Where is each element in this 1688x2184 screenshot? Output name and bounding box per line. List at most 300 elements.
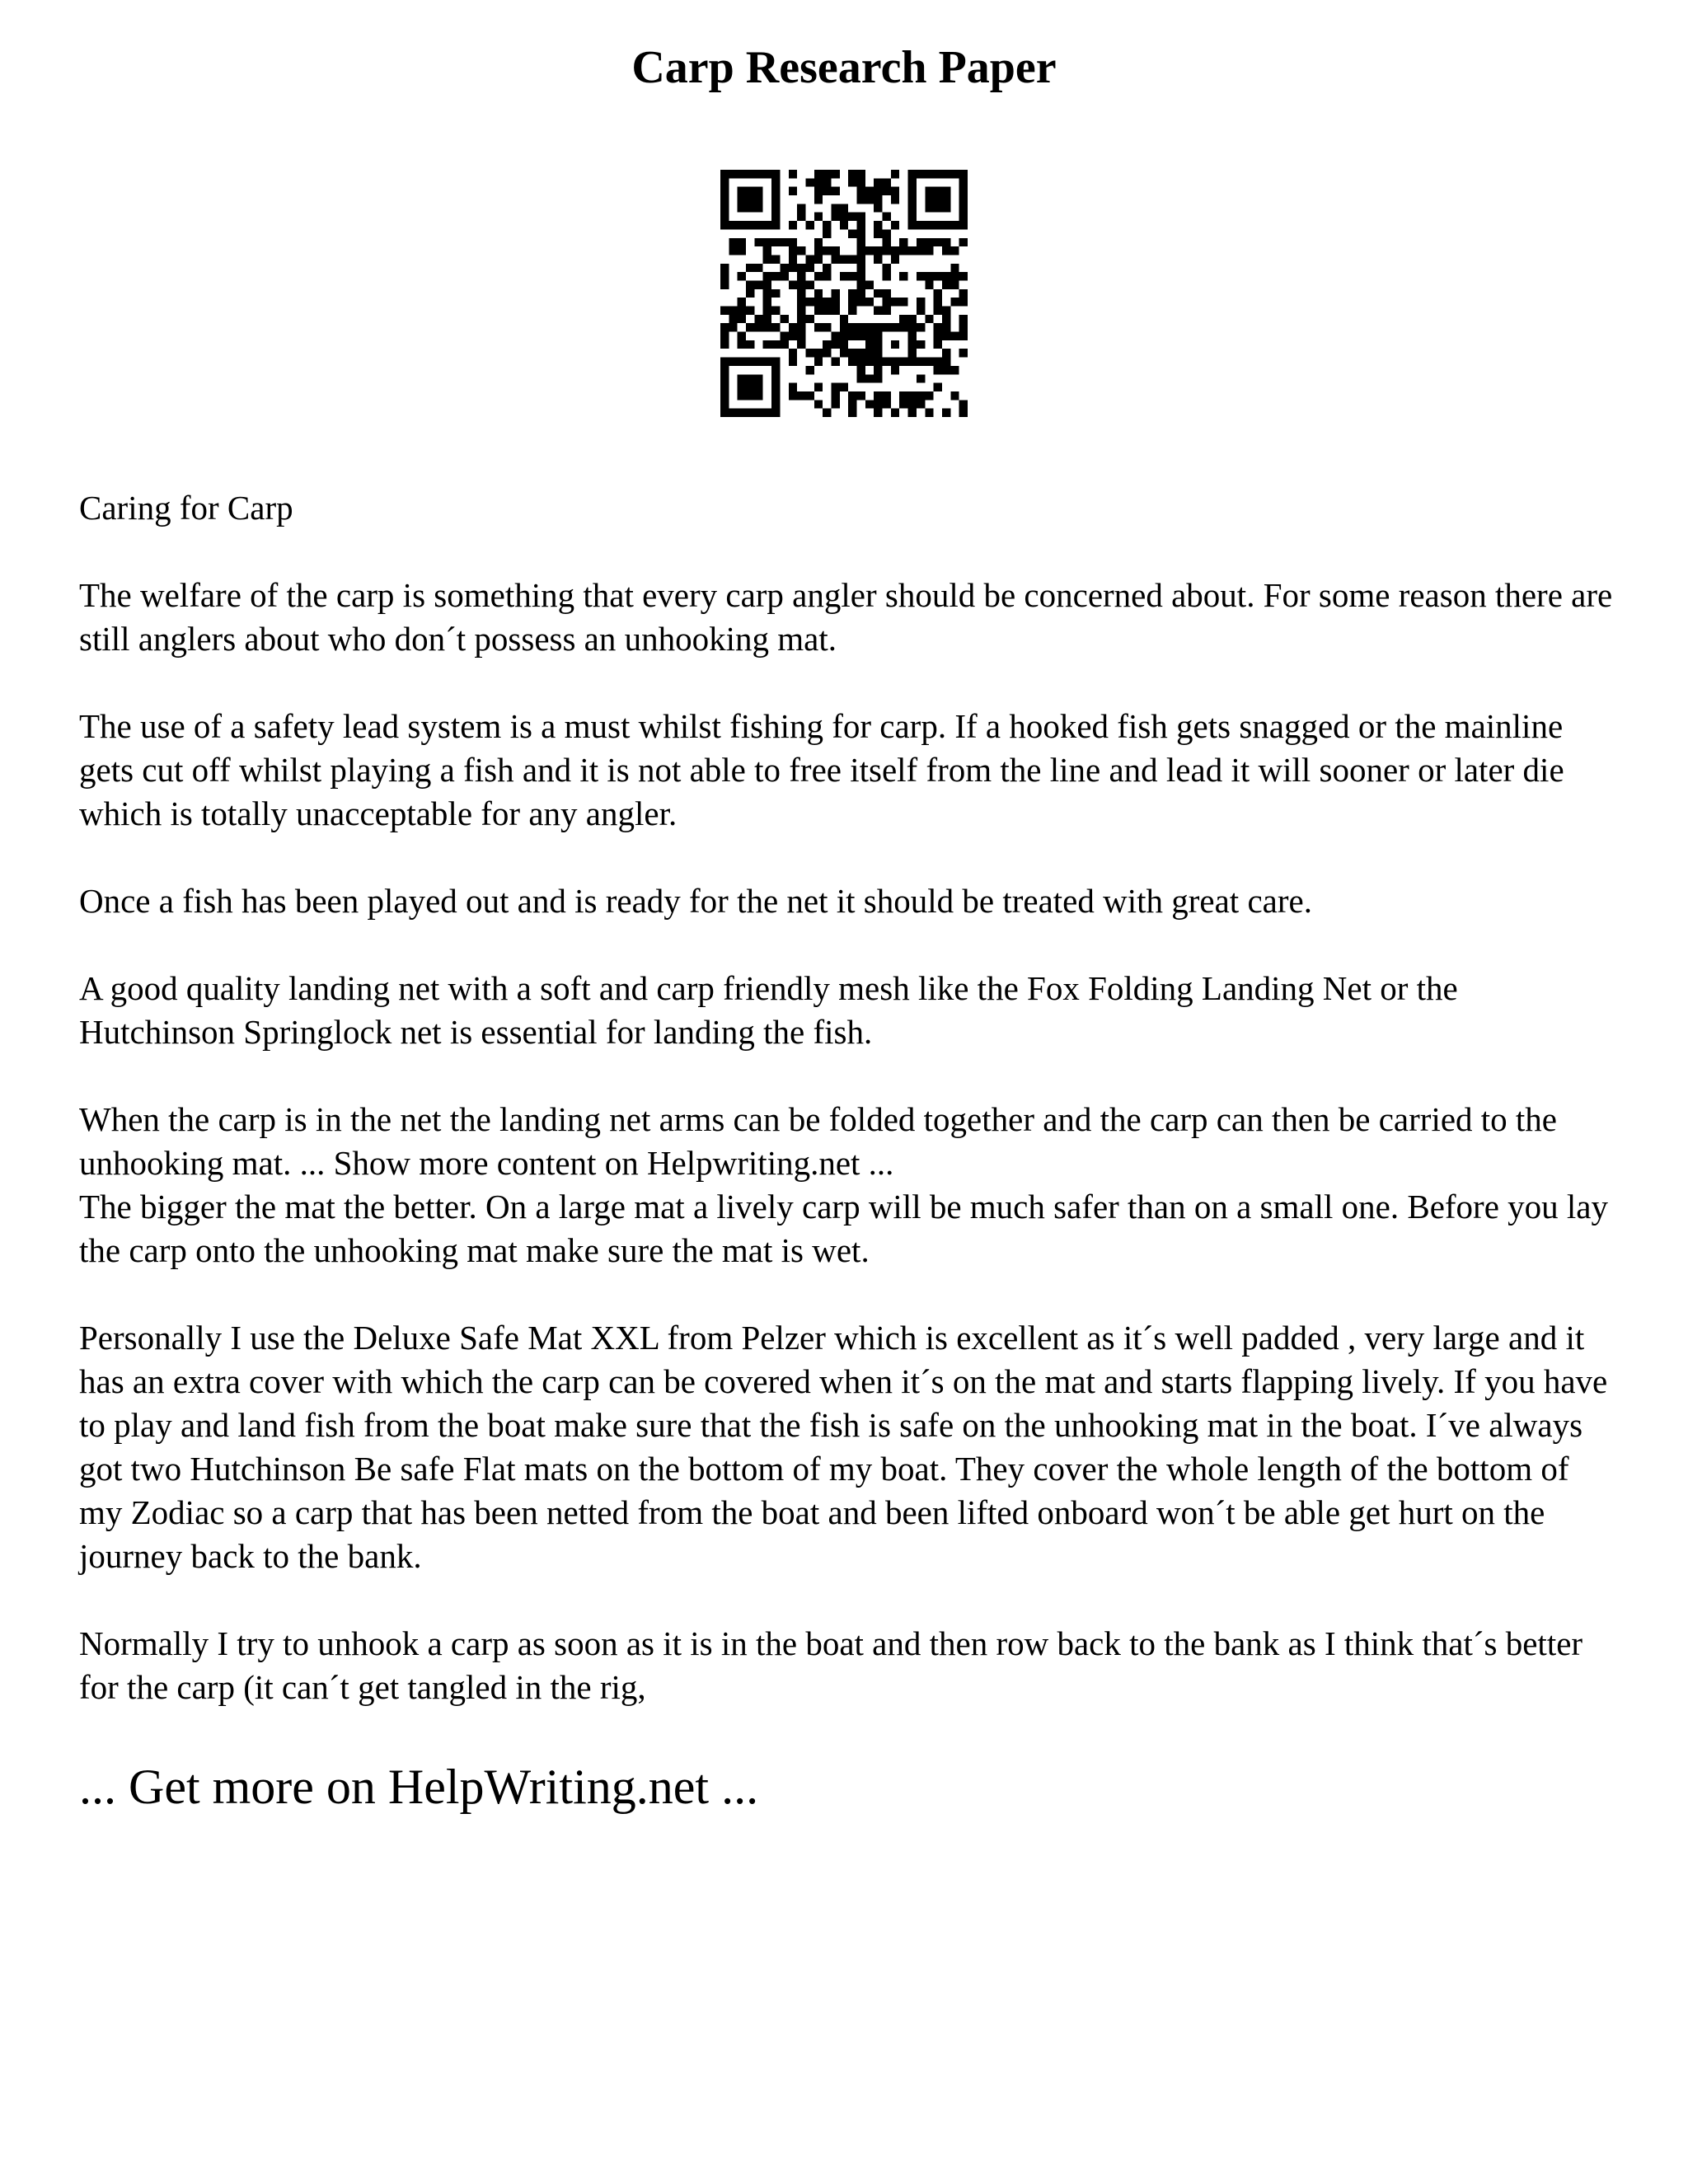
qr-module (925, 195, 933, 204)
qr-module (754, 221, 762, 229)
qr-module (865, 323, 874, 331)
qr-module (814, 307, 823, 315)
qr-module (823, 178, 831, 186)
qr-module (950, 170, 959, 178)
qr-module (874, 229, 882, 237)
qr-module (891, 195, 899, 204)
qr-module (959, 409, 968, 417)
qr-module (891, 246, 899, 255)
qr-module (771, 391, 780, 400)
qr-module (857, 213, 865, 221)
qr-module (899, 272, 907, 280)
qr-module (874, 400, 882, 408)
qr-module (771, 272, 780, 280)
qr-module (754, 391, 762, 400)
paragraph-welfare: The welfare of the carp is something that every carp angler should be concerned about. For some reason there are still anglers about who don´t possess an unhooking mat. (79, 576, 1613, 658)
qr-module (925, 272, 933, 280)
qr-module (899, 400, 907, 408)
qr-module (738, 358, 746, 366)
qr-module (908, 332, 917, 340)
qr-module (729, 221, 737, 229)
qr-module (959, 213, 968, 221)
qr-module (959, 298, 968, 306)
document-body (79, 486, 1620, 1753)
qr-module (942, 315, 950, 323)
qr-module (917, 272, 925, 280)
qr-module (959, 238, 968, 246)
qr-module (934, 289, 942, 298)
qr-module (763, 272, 771, 280)
qr-module (738, 238, 746, 246)
qr-module (797, 204, 805, 212)
qr-module (754, 323, 762, 331)
qr-module (814, 289, 823, 298)
qr-module (789, 238, 797, 246)
qr-module (720, 170, 729, 178)
qr-module (950, 391, 959, 400)
qr-module (908, 246, 917, 255)
qr-module (763, 170, 771, 178)
qr-module (865, 298, 874, 306)
qr-module (840, 204, 848, 212)
qr-module (771, 221, 780, 229)
qr-module (831, 340, 839, 349)
qr-module (891, 366, 899, 374)
qr-module (917, 298, 925, 306)
qr-module (754, 383, 762, 391)
qr-module (883, 272, 891, 280)
qr-module (934, 170, 942, 178)
qr-module (814, 178, 823, 186)
qr-module (857, 246, 865, 255)
qr-module (848, 400, 856, 408)
qr-module (857, 391, 865, 400)
qr-module (797, 246, 805, 255)
qr-module (805, 349, 814, 357)
qr-module (814, 213, 823, 221)
qr-module (746, 280, 754, 288)
qr-module (908, 170, 917, 178)
qr-module (823, 340, 831, 349)
qr-module (729, 409, 737, 417)
qr-code (720, 170, 968, 417)
qr-module (848, 332, 856, 340)
qr-module (899, 323, 907, 331)
qr-module (746, 383, 754, 391)
qr-module (857, 298, 865, 306)
qr-module (780, 340, 788, 349)
qr-module (729, 246, 737, 255)
qr-module (925, 358, 933, 366)
qr-module (865, 400, 874, 408)
qr-module (874, 366, 882, 374)
qr-module (959, 332, 968, 340)
qr-module (942, 307, 950, 315)
qr-module (917, 170, 925, 178)
qr-module (797, 340, 805, 349)
qr-module (771, 238, 780, 246)
qr-module (763, 315, 771, 323)
qr-module (874, 332, 882, 340)
qr-module (738, 383, 746, 391)
qr-module (797, 213, 805, 221)
qr-module (917, 238, 925, 246)
qr-module (746, 391, 754, 400)
qr-module (771, 195, 780, 204)
qr-module (883, 246, 891, 255)
qr-module (789, 170, 797, 178)
qr-module (840, 332, 848, 340)
qr-module (789, 221, 797, 229)
qr-module (848, 391, 856, 400)
qr-module (934, 358, 942, 366)
qr-module (942, 246, 950, 255)
get-more-link[interactable]: ... Get more on HelpWriting.net ... (79, 1760, 759, 1814)
qr-module (797, 332, 805, 340)
qr-module (848, 289, 856, 298)
qr-module (738, 204, 746, 212)
qr-module (908, 409, 917, 417)
qr-module (857, 178, 865, 186)
qr-module (771, 358, 780, 366)
qr-module (865, 246, 874, 255)
qr-module (959, 289, 968, 298)
qr-module (950, 246, 959, 255)
qr-module (814, 238, 823, 246)
qr-module (754, 195, 762, 204)
qr-module (780, 264, 788, 272)
qr-module (874, 349, 882, 357)
qr-module (908, 340, 917, 349)
qr-module (805, 366, 814, 374)
qr-module (823, 409, 831, 417)
qr-module (738, 170, 746, 178)
qr-module (831, 213, 839, 221)
qr-code-graphic (720, 170, 968, 417)
qr-module (917, 374, 925, 382)
qr-module (883, 213, 891, 221)
qr-module (754, 264, 762, 272)
qr-module (720, 366, 729, 374)
qr-module (754, 374, 762, 382)
page-title: Carp Research Paper (631, 42, 1057, 93)
qr-module (720, 323, 729, 331)
paragraph-safety-lead: The use of a safety lead system is a must whilst fishing for carp. If a hooked fish gets snagged or the mainline gets cut off whilst playing a fish and it is not able to free itself from the line and lead it will sooner or later die which is totally unacceptable for any angler. (79, 707, 1564, 832)
qr-module (789, 391, 797, 400)
section-heading: Caring for Carp (79, 489, 293, 527)
qr-module (840, 340, 848, 349)
qr-module (823, 187, 831, 195)
qr-module (908, 221, 917, 229)
qr-module (942, 323, 950, 331)
qr-module (934, 323, 942, 331)
qr-module (763, 358, 771, 366)
qr-module (874, 187, 882, 195)
qr-module (934, 221, 942, 229)
qr-module (814, 358, 823, 366)
qr-module (763, 323, 771, 331)
qr-module (763, 255, 771, 263)
qr-module (908, 204, 917, 212)
qr-module (746, 409, 754, 417)
qr-module (720, 213, 729, 221)
qr-module (840, 255, 848, 263)
qr-module (789, 358, 797, 366)
qr-module (865, 340, 874, 349)
qr-module (891, 409, 899, 417)
qr-module (763, 246, 771, 255)
qr-module (950, 221, 959, 229)
qr-module (942, 221, 950, 229)
qr-module (738, 221, 746, 229)
qr-module (797, 315, 805, 323)
qr-module (959, 187, 968, 195)
qr-module (771, 366, 780, 374)
qr-module (746, 340, 754, 349)
qr-module (950, 272, 959, 280)
qr-module (814, 323, 823, 331)
qr-module (934, 238, 942, 246)
qr-module (754, 315, 762, 323)
qr-module (865, 195, 874, 204)
qr-module (746, 170, 754, 178)
qr-module (857, 332, 865, 340)
qr-module (797, 272, 805, 280)
qr-module (917, 307, 925, 315)
qr-module (763, 238, 771, 246)
qr-module (891, 221, 899, 229)
qr-module (848, 409, 856, 417)
qr-module (720, 374, 729, 382)
qr-module (857, 272, 865, 280)
qr-module (729, 323, 737, 331)
qr-module (857, 229, 865, 237)
qr-module (874, 246, 882, 255)
qr-module (797, 298, 805, 306)
qr-module (857, 323, 865, 331)
qr-module (814, 195, 823, 204)
qr-module (908, 323, 917, 331)
qr-module (874, 221, 882, 229)
qr-module (738, 298, 746, 306)
qr-module (738, 340, 746, 349)
qr-module (771, 409, 780, 417)
qr-module (925, 246, 933, 255)
qr-module (789, 187, 797, 195)
qr-module (857, 374, 865, 382)
qr-module (959, 221, 968, 229)
qr-module (942, 358, 950, 366)
qr-module (899, 315, 907, 323)
qr-module (917, 323, 925, 331)
qr-module (738, 315, 746, 323)
qr-module (840, 221, 848, 229)
qr-module (891, 323, 899, 331)
qr-module (823, 221, 831, 229)
qr-module (763, 409, 771, 417)
qr-module (823, 298, 831, 306)
qr-module (720, 221, 729, 229)
qr-module (917, 400, 925, 408)
qr-module (874, 289, 882, 298)
qr-module (754, 409, 762, 417)
qr-module (720, 204, 729, 212)
qr-module (874, 340, 882, 349)
qr-module (883, 229, 891, 237)
qr-module (831, 307, 839, 315)
qr-module (746, 264, 754, 272)
qr-module (823, 307, 831, 315)
paragraph-unhook-in-boat: Normally I try to unhook a carp as soon as it is in the boat and then row back to the bank as I think that´s better for the carp (it can´t get tangled in the rig, (79, 1624, 1583, 1706)
qr-module (729, 307, 737, 315)
qr-module (925, 204, 933, 212)
qr-module (865, 332, 874, 340)
qr-module (720, 358, 729, 366)
qr-module (746, 307, 754, 315)
qr-module (891, 340, 899, 349)
qr-module (738, 272, 746, 280)
qr-module (857, 289, 865, 298)
qr-module (746, 204, 754, 212)
qr-module (814, 170, 823, 178)
qr-module (814, 400, 823, 408)
qr-module (925, 391, 933, 400)
qr-module (720, 391, 729, 400)
qr-module (950, 298, 959, 306)
qr-module (746, 323, 754, 331)
qr-module (942, 238, 950, 246)
qr-module (771, 255, 780, 263)
qr-module (738, 374, 746, 382)
qr-module (908, 315, 917, 323)
qr-module (942, 170, 950, 178)
qr-module (883, 187, 891, 195)
qr-module (763, 298, 771, 306)
qr-module (789, 332, 797, 340)
qr-module (917, 358, 925, 366)
qr-module (840, 323, 848, 331)
qr-module (797, 289, 805, 298)
qr-module (874, 195, 882, 204)
qr-module (840, 315, 848, 323)
qr-module (865, 358, 874, 366)
qr-module (831, 246, 839, 255)
qr-module (891, 298, 899, 306)
qr-module (789, 349, 797, 357)
qr-module (959, 272, 968, 280)
qr-module (959, 349, 968, 357)
qr-module (805, 315, 814, 323)
qr-module (942, 204, 950, 212)
qr-module (797, 323, 805, 331)
qr-module (959, 170, 968, 178)
qr-module (874, 323, 882, 331)
qr-module (746, 374, 754, 382)
qr-module (720, 409, 729, 417)
qr-module (934, 298, 942, 306)
qr-module (771, 289, 780, 298)
qr-module (763, 307, 771, 315)
qr-module (848, 178, 856, 186)
paragraph-landing-net: A good quality landing net with a soft and carp friendly mesh like the Fox Folding Landing Net or the Hutchinson Springlock net is essential for landing the fish. (79, 969, 1458, 1051)
qr-module (883, 323, 891, 331)
qr-module (814, 272, 823, 280)
qr-module (917, 246, 925, 255)
qr-module (934, 187, 942, 195)
qr-module (771, 178, 780, 186)
qr-module (883, 400, 891, 408)
qr-module (934, 204, 942, 212)
qr-module (720, 280, 729, 288)
qr-module (874, 391, 882, 400)
qr-module (959, 178, 968, 186)
qr-module (865, 374, 874, 382)
qr-module (780, 332, 788, 340)
qr-module (934, 340, 942, 349)
qr-module (720, 178, 729, 186)
qr-module (831, 383, 839, 391)
qr-module (891, 358, 899, 366)
paragraph-deluxe-mat: Personally I use the Deluxe Safe Mat XXL from Pelzer which is excellent as it´s well padded , very large and it has an extra cover with which the carp can be covered when it´s on the mat and starts flapping lively. If you have to play and land fish from the boat make sure that the fish is safe on the unhooking mat in the boat. I´ve always got two Hutchinson Be safe Flat mats on the bottom of my boat. They cover the whole length of the bottom of my Zodiac so a carp that has been netted from the boat and been lifted onboard won´t be able get hurt on the journey back to the bank. (79, 1319, 1608, 1575)
qr-module (942, 280, 950, 288)
qr-module (814, 246, 823, 255)
qr-module (789, 264, 797, 272)
qr-module (814, 187, 823, 195)
qr-module (899, 238, 907, 246)
qr-module (950, 280, 959, 288)
qr-module (720, 264, 729, 272)
qr-module (823, 349, 831, 357)
qr-module (925, 409, 933, 417)
qr-module (789, 246, 797, 255)
qr-module (874, 307, 882, 315)
qr-module (865, 349, 874, 357)
qr-module (899, 298, 907, 306)
qr-module (771, 213, 780, 221)
qr-module (917, 391, 925, 400)
qr-module (831, 400, 839, 408)
qr-module (883, 264, 891, 272)
qr-module (950, 332, 959, 340)
qr-module (950, 366, 959, 374)
qr-module (908, 391, 917, 400)
qr-module (908, 213, 917, 221)
qr-module (805, 280, 814, 288)
qr-module (780, 315, 788, 323)
qr-module (720, 272, 729, 280)
qr-module (925, 280, 933, 288)
qr-module (848, 229, 856, 237)
qr-module (823, 246, 831, 255)
qr-module (848, 349, 856, 357)
qr-module (720, 332, 729, 340)
qr-module (754, 280, 762, 288)
qr-module (746, 195, 754, 204)
qr-module (925, 315, 933, 323)
qr-module (848, 272, 856, 280)
qr-module (883, 391, 891, 400)
qr-module (908, 349, 917, 357)
qr-module (754, 238, 762, 246)
qr-module (883, 358, 891, 366)
qr-module (917, 221, 925, 229)
qr-module (874, 255, 882, 263)
qr-module (848, 358, 856, 366)
qr-module (899, 358, 907, 366)
qr-module (797, 391, 805, 400)
qr-module (771, 400, 780, 408)
qr-module (857, 280, 865, 288)
